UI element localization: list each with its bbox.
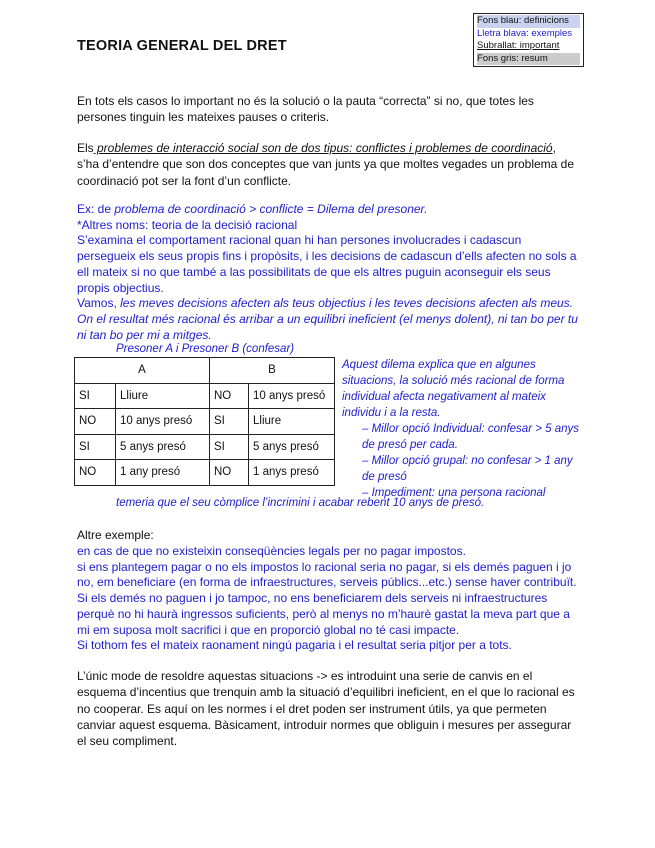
example-line1-italic: problema de coordinació > conflicte = Dilema del presoner. [114,202,428,216]
table-cell: 5 anys presó [249,434,335,460]
table-row [75,434,335,460]
table-cell: Lliure [249,409,335,435]
other-example-heading: Altre exemple: [77,528,154,542]
table-cell: SI [75,383,116,409]
intro-paragraph: En tots els casos lo important no és la solució o la pauta “correcta” si no, que totes les persones tinguin les mateixes pauses o criteris. [77,94,534,125]
table-cell: SI [75,434,116,460]
example-line3: S’examina el comportament racional quan hi han persones involucrades i cadascun persegueix els seus propis fins i propòsits, i les decisions de cadascun d’ells afecten no sols a ell mateix si no que també a las possibilitats de que els altres puguin aconseguir els seus propis objectius. [77,233,577,295]
example-line4-italic: les meves decisions afecten als teus objectius i les teves decisions afecten als meus. On el resultat més racional és arribar a un equilibri ineficient (el menys dolent), ni tan bo per tu ni tan bo per mi a mitges. [77,296,578,342]
table-cell: Lliure [116,383,210,409]
dilemma-bullet: – Millor opció grupal: no confesar > 1 any de presó [362,455,573,483]
dilemma-caption: Presoner A i Presoner B (confesar) [116,343,295,355]
example-block [77,202,582,343]
dilemma-footer: temeria que el seu còmplice l’incrimini i acabar rebent 10 anys de presó. [116,497,485,509]
table-cell: 1 any presó [116,460,210,486]
table-cell: 1 anys presó [249,460,335,486]
header-a: A [75,358,210,384]
other-example-line: Si els demés no paguen i jo tampoc, no ens beneficiarem dels serveis ni infraestructures perquè no hi haurà ingressos suficients, però al menys no m’haurè gastat la meva part que a mi em suposa molt sacrifici i que en proporció global no té casi impacte. [77,591,570,637]
dilemma-bullet: – Impediment: una persona racional [362,487,546,499]
other-example-line: Si tothom fes el mateix raonament ningú pagaria i el resultat seria pitjor per a tots. [77,638,512,653]
table-cell: 5 anys presó [116,434,210,460]
table-cell: NO [75,460,116,486]
dilemma-table [74,357,335,486]
problems-underlined: problemes de interacció social son de dos tipus: conflictes i problemes de coordinació [93,141,553,155]
table-row [75,409,335,435]
table-row [75,460,335,486]
table-cell: SI [210,434,249,460]
table-cell: SI [210,409,249,435]
problems-paragraph [77,140,577,189]
legend-definitions: Fons blau: definicions [477,15,580,28]
table-cell: NO [210,460,249,486]
table-cell: 10 anys presó [116,409,210,435]
legend-box [473,13,584,67]
table-row [75,383,335,409]
other-example-line: si ens plantegem pagar o no els impostos lo racional seria no pagar, si els demés paguen i jo no, em beneficiare (en forma de infraestructures, serveis públics...etc.) sense haver contribuït. [77,559,577,590]
page-title: TEORIA GENERAL DEL DRET [77,38,287,54]
example-line4-lead: Vamos, [77,296,121,311]
example-line4 [77,296,582,343]
problems-lead: Els [77,141,94,155]
dilemma-explanation [342,357,582,501]
dilemma-side-text: Aquest dilema explica que en algunes situacions, la solució més racional de forma individual afecta negativament al mateix individu i a la resta. [342,359,565,419]
table-cell: NO [210,383,249,409]
table-header-row [75,358,335,384]
other-example-line: en cas de que no existeixin conseqüències legals per no pagar impostos. [77,544,466,558]
legend-examples: Lletra blava: exemples [477,27,573,39]
table-cell: NO [75,409,116,435]
example-line2: *Altres noms: teoria de la decisió racional [77,217,298,232]
example-line1 [77,202,582,218]
legend-important: Subrallat: important [477,40,560,51]
other-example-block [77,544,582,654]
header-b: B [210,358,335,384]
legend-summary: Fons gris: resum [477,53,580,66]
dilemma-bullet: – Millor opció Individual: confesar > 5 anys de presó per cada. [362,423,580,451]
table-cell: 10 anys presó [249,383,335,409]
conclusion-paragraph: L’únic mode de resoldre aquestas situacions -> es introduint una serie de canvis en el esquema d’incentius que trenquin amb la situació d’equilibri ineficient, en el que lo racional es no cooperar. Es aquí on les normes i el dret poden ser instrument útils, ya que permeten canviar aquest esquema. Bàsicament, introduir normes que obliguin i mesures per assegurar el seu compliment. [77,669,575,749]
problems-rest: , s’ha d’entendre que son dos conceptes que van junts ya que moltes vegades un problema de coordinació pot ser la font d’un conflicte. [77,141,575,188]
example-line1-lead: Ex: de [77,202,115,216]
